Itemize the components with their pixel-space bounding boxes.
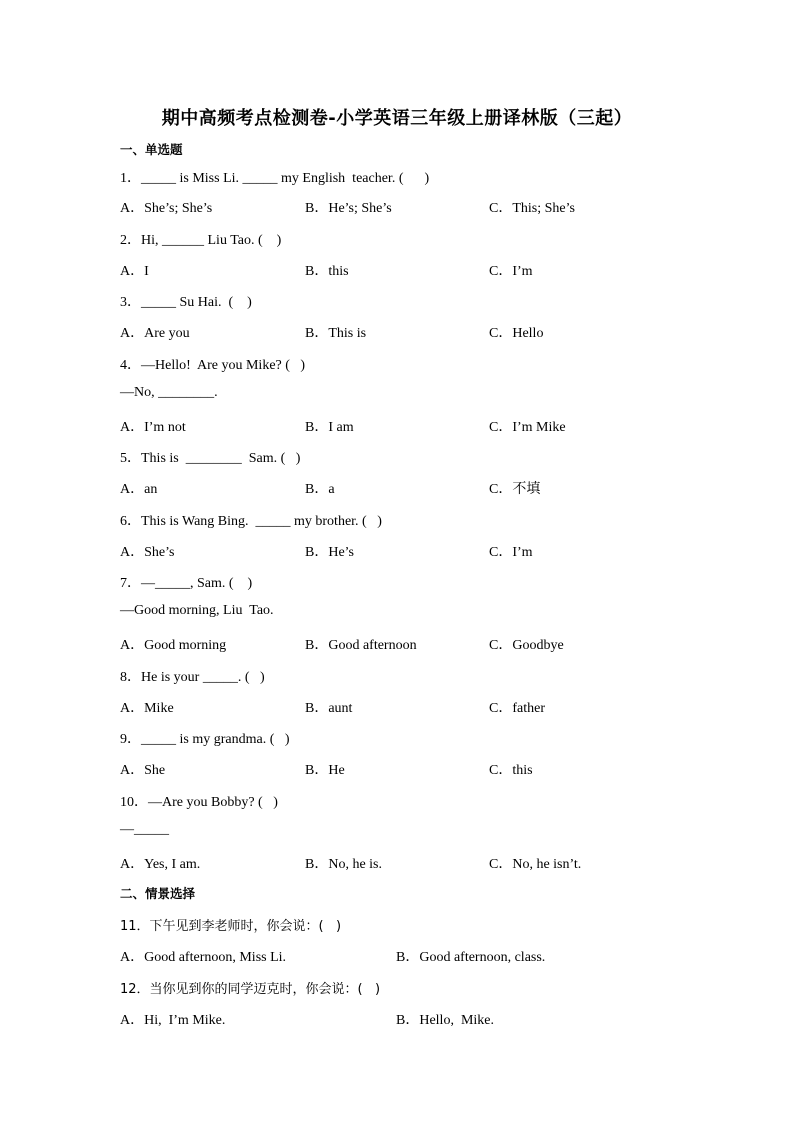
question-12-options [120,1009,720,1029]
question-2-option-b[interactable]: B．this [305,264,349,279]
question-5-option-a[interactable]: A．an [120,482,158,497]
question-8-option-a[interactable]: A．Mike [120,701,174,716]
question-2-option-a[interactable]: A．I [120,264,149,279]
question-10-option-a[interactable]: A．Yes, I am. [120,857,201,872]
question-2-options [120,260,720,280]
question-11-stem: 11．下午见到李老师时，你会说：( ) [120,919,342,934]
question-10-response: —_____ [120,822,169,837]
question-3-options [120,322,720,342]
question-4-options [120,416,720,436]
question-6-option-a[interactable]: A．She’s [120,545,175,560]
question-9-stem: 9．_____ is my grandma. ( ) [120,732,290,747]
question-9-options [120,759,720,779]
question-2-stem: 2．Hi, ______ Liu Tao. ( ) [120,233,282,248]
question-9-option-c[interactable]: C．this [489,763,533,778]
question-12-option-b[interactable]: B．Hello, Mike. [396,1013,494,1028]
question-3-option-b[interactable]: B．This is [305,326,367,341]
question-4-option-c[interactable]: C．I’m Mike [489,420,566,435]
question-10-stem: 10．—Are you Bobby? ( ) [120,795,278,810]
question-2-option-c[interactable]: C．I’m [489,264,533,279]
question-5-option-c[interactable]: C．不填 [489,482,541,497]
question-8-stem: 8．He is your _____. ( ) [120,670,265,685]
question-3-option-c[interactable]: C．Hello [489,326,544,341]
exam-title: 期中高频考点检测卷-小学英语三年级上册译林版（三起） [161,108,633,129]
question-1-option-c[interactable]: C．This; She’s [489,201,575,216]
question-1-option-b[interactable]: B．He’s; She’s [305,201,392,216]
question-1-options [120,197,720,217]
question-3-stem: 3．_____ Su Hai. ( ) [120,295,252,310]
question-4-option-a[interactable]: A．I’m not [120,420,186,435]
section-heading-single-choice: 一、单选题 [120,142,183,157]
section-heading-situational: 二、情景选择 [120,886,196,901]
question-7-response: —Good morning, Liu Tao. [120,603,274,618]
question-11-option-b[interactable]: B．Good afternoon, class. [396,950,546,965]
question-4-response: —No, ________. [120,385,218,400]
question-4-option-b[interactable]: B．I am [305,420,354,435]
question-6-option-c[interactable]: C．I’m [489,545,533,560]
question-4-stem: 4．—Hello! Are you Mike? ( ) [120,358,306,373]
question-11-options [120,946,720,966]
question-8-options [120,697,720,717]
question-7-option-a[interactable]: A．Good morning [120,638,227,653]
question-5-stem: 5．This is ________ Sam. ( ) [120,451,301,466]
question-9-option-b[interactable]: B．He [305,763,345,778]
question-12-stem: 12．当你见到你的同学迈克时，你会说：( ) [120,982,381,997]
question-10-option-b[interactable]: B．No, he is. [305,857,382,872]
question-8-option-c[interactable]: C．father [489,701,545,716]
question-11-option-a[interactable]: A．Good afternoon, Miss Li. [120,950,287,965]
question-7-options [120,634,720,654]
question-7-option-c[interactable]: C．Goodbye [489,638,564,653]
question-1-stem: 1．_____ is Miss Li. _____ my English teacher. ( ) [120,171,430,186]
question-6-options [120,541,720,561]
question-7-option-b[interactable]: B．Good afternoon [305,638,417,653]
question-3-option-a[interactable]: A．Are you [120,326,190,341]
question-7-stem: 7．—_____, Sam. ( ) [120,576,253,591]
question-1-option-a[interactable]: A．She’s; She’s [120,201,213,216]
question-5-options [120,478,720,498]
question-10-option-c[interactable]: C．No, he isn’t. [489,857,582,872]
question-6-option-b[interactable]: B．He’s [305,545,354,560]
question-5-option-b[interactable]: B．a [305,482,335,497]
question-6-stem: 6．This is Wang Bing. _____ my brother. ( ) [120,514,382,529]
question-8-option-b[interactable]: B．aunt [305,701,353,716]
question-12-option-a[interactable]: A．Hi, I’m Mike. [120,1013,226,1028]
question-9-option-a[interactable]: A．She [120,763,166,778]
question-10-options [120,853,720,873]
